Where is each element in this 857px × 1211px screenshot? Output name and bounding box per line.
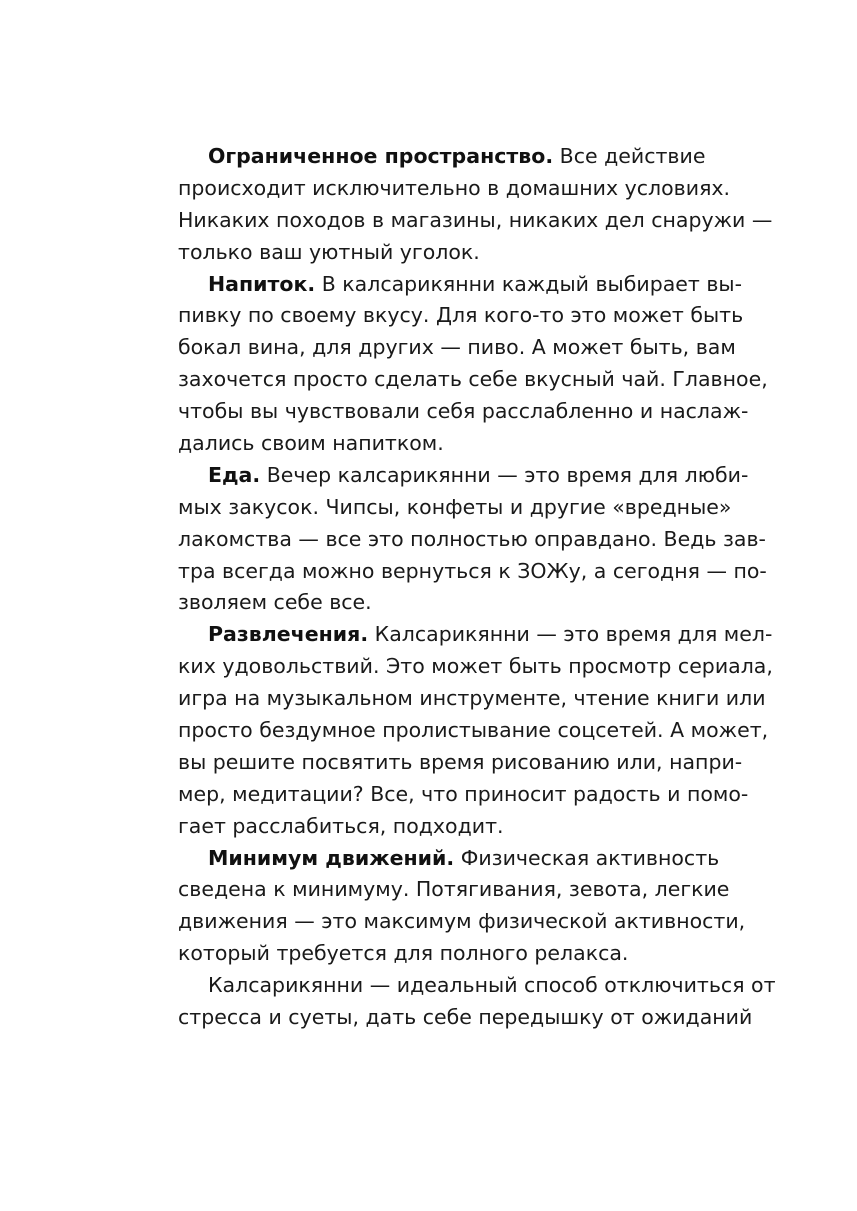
paragraph-line: вы решите посвятить время рисованию или, напри-: [178, 749, 743, 774]
paragraph-line: только ваш уютный уголок.: [178, 239, 480, 264]
paragraph-first-line: [178, 843, 738, 875]
paragraph-drink: [178, 269, 768, 460]
paragraph-line: гает расслабиться, подходит.: [178, 813, 504, 838]
paragraph-line: зволяем себе все.: [178, 590, 372, 615]
paragraph-text: Калсарикянни — это время для мел-: [368, 622, 773, 647]
paragraph-text: Вечер калсарикянни — это время для люби-: [260, 462, 749, 487]
paragraph-line: движения — это максимум физической активности,: [178, 909, 746, 934]
paragraph-line: тра всегда можно вернуться к ЗОЖу, а сегодня — по-: [178, 558, 767, 583]
paragraph-first-line: [178, 460, 749, 492]
paragraph-line: лакомства — все это полностью оправдано. Ведь зав-: [178, 526, 766, 551]
body-text: [178, 141, 776, 1034]
paragraph-line: просто бездумное пролистывание соцсетей. А может,: [178, 718, 769, 743]
paragraph-line: игра на музыкальном инструменте, чтение книги или: [178, 686, 766, 711]
paragraph-text: Физическая активность: [454, 845, 720, 870]
paragraph-line: происходит исключительно в домашних условиях.: [178, 175, 731, 200]
paragraph-minimum-movement: [178, 843, 746, 971]
paragraph-heading: Ограниченное пространство.: [208, 144, 554, 168]
paragraph-line: стресса и суеты, дать себе передышку от ожиданий: [178, 1005, 753, 1030]
paragraph-line: бокал вина, для других — пиво. А может быть, вам: [178, 335, 736, 360]
paragraph-heading: Развлечения.: [208, 622, 369, 647]
paragraph-line: мер, медитации? Все, что приносит радость и помо-: [178, 781, 749, 806]
paragraph-heading: Напиток.: [208, 271, 316, 296]
paragraph-line: Никаких походов в магазины, никаких дел снаружи —: [178, 207, 773, 232]
paragraph-text: В калсарикянни каждый выбирает вы-: [315, 271, 743, 296]
paragraph-line: захочется просто сделать себе вкусный чай. Главное,: [178, 367, 768, 392]
paragraph-limited-space: [178, 141, 773, 269]
paragraph-heading: Еда.: [208, 462, 261, 487]
paragraph-food: [178, 460, 767, 619]
paragraph-first-line: [178, 619, 773, 651]
paragraph-first-line: [178, 269, 743, 301]
paragraph-text: Все действие: [553, 144, 706, 168]
paragraph-conclusion: [178, 970, 776, 1034]
paragraph-line: сведена к минимуму. Потягивания, зевота, легкие: [178, 877, 730, 902]
paragraph-entertainment: [178, 619, 773, 842]
paragraph-line: дались своим напитком.: [178, 431, 444, 456]
paragraph-line: пивку по своему вкусу. Для кого-то это может быть: [178, 303, 744, 328]
paragraph-line: чтобы вы чувствовали себя расслабленно и наслаж-: [178, 399, 749, 424]
paragraph-line: мых закусок. Чипсы, конфеты и другие «вредные»: [178, 494, 732, 519]
paragraph-line: ких удовольствий. Это может быть просмотр сериала,: [178, 654, 773, 679]
paragraph-line: который требуется для полного релакса.: [178, 941, 629, 966]
paragraph-heading: Минимум движений.: [208, 845, 455, 870]
paragraph-first-line: [178, 141, 738, 173]
paragraph-first-line: Калсарикянни — идеальный способ отключиться от: [208, 973, 776, 998]
